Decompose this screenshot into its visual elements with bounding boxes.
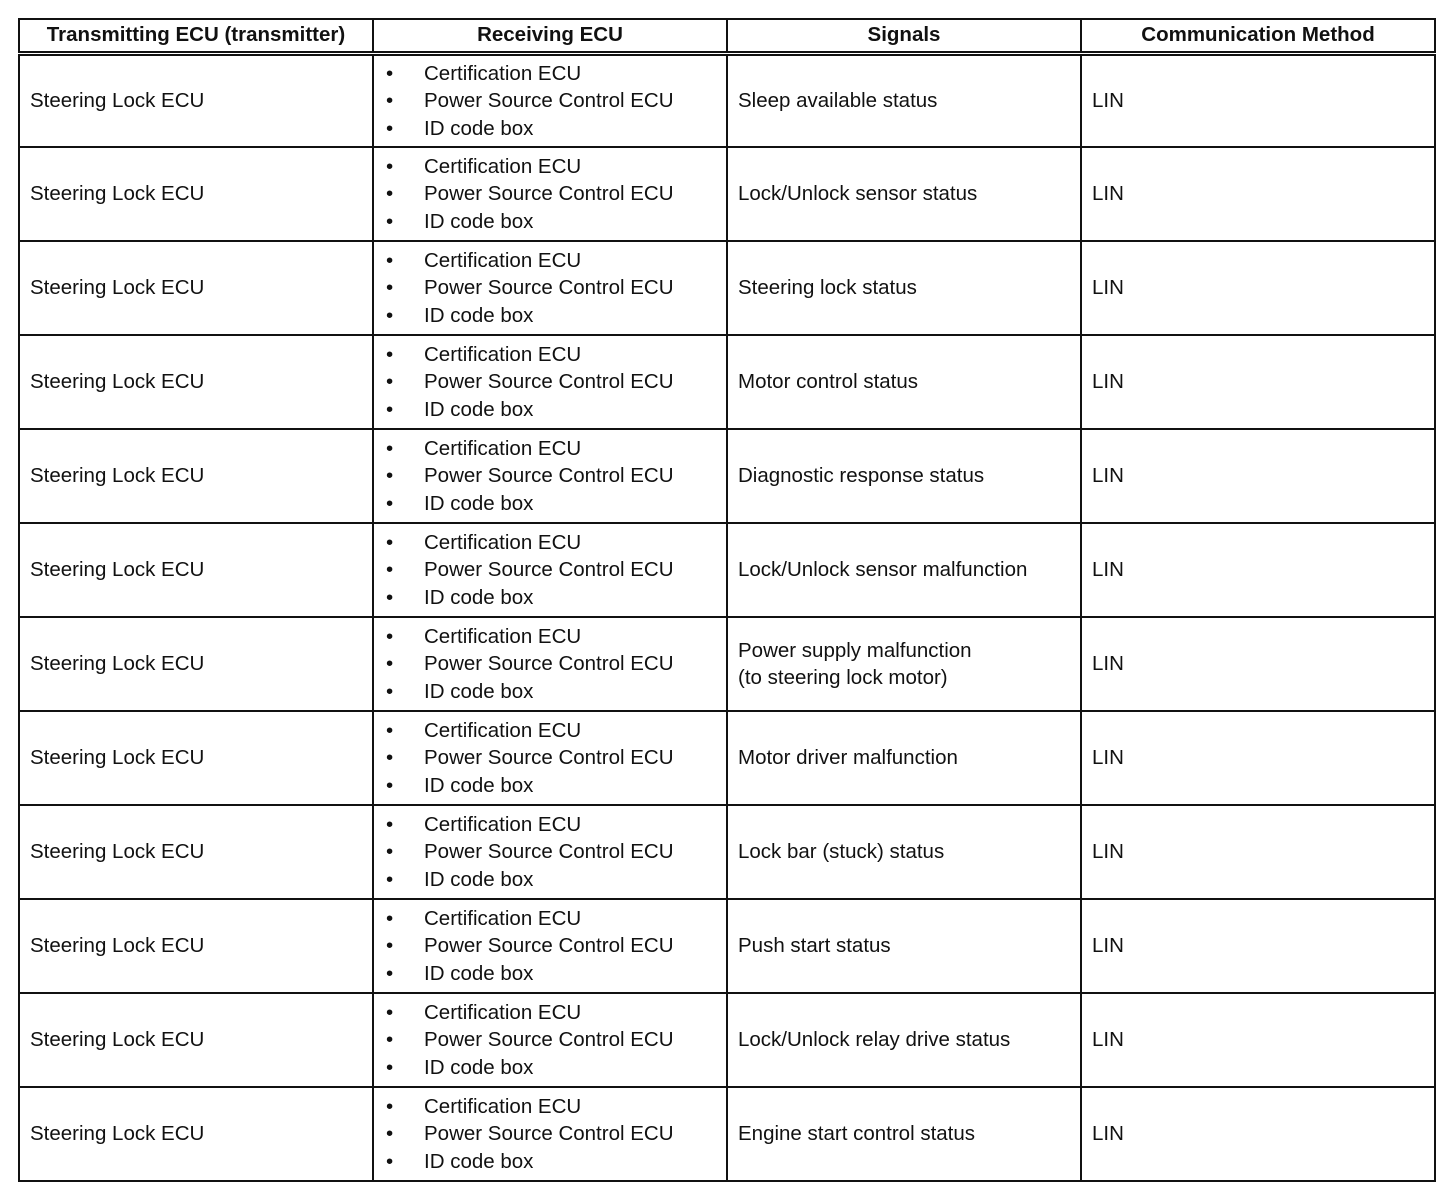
ecu-signal-table — [18, 18, 1436, 1182]
receivers-list — [386, 529, 726, 612]
transmitter-cell: Steering Lock ECU — [19, 711, 373, 805]
bullet-icon: • — [386, 718, 394, 742]
receiver-item — [386, 584, 726, 612]
bullet-icon: • — [386, 342, 394, 366]
signal-text: Steering lock status — [738, 276, 917, 300]
bullet-icon: • — [386, 652, 394, 676]
signal-text: Lock/Unlock sensor status — [738, 182, 978, 206]
signal-text: Engine start control status — [738, 1122, 976, 1146]
method-cell: LIN — [1081, 53, 1435, 147]
receivers-list — [386, 1093, 726, 1176]
method-cell: LIN — [1081, 805, 1435, 899]
method-cell: LIN — [1081, 241, 1435, 335]
receiver-label: Power Source Control ECU — [424, 840, 674, 864]
bullet-icon: • — [386, 840, 394, 864]
bullet-icon: • — [386, 116, 394, 140]
receiver-item — [386, 1054, 726, 1082]
receiver-label: Power Source Control ECU — [424, 182, 674, 206]
receivers-list — [386, 811, 726, 894]
receivers-cell — [373, 241, 727, 335]
signal-text: Diagnostic response status — [738, 464, 985, 488]
receivers-list — [386, 999, 726, 1082]
receiver-label: Certification ECU — [424, 1094, 582, 1118]
table-row — [19, 993, 1435, 1087]
receiver-label: Power Source Control ECU — [424, 1122, 674, 1146]
receivers-list — [386, 247, 726, 330]
receiver-label: Certification ECU — [424, 812, 582, 836]
bullet-icon: • — [386, 934, 394, 958]
receiver-item — [386, 1026, 726, 1054]
bullet-icon: • — [386, 61, 394, 85]
receiver-item — [386, 60, 726, 88]
signal-text: Motor driver malfunction — [738, 746, 958, 770]
receiver-item — [386, 905, 726, 933]
receiver-item — [386, 838, 726, 866]
method-cell: LIN — [1081, 617, 1435, 711]
table-header — [19, 19, 1435, 53]
signal-table-container — [18, 18, 1434, 1182]
signal-cell — [727, 429, 1081, 523]
bullet-icon: • — [386, 530, 394, 554]
method-cell: LIN — [1081, 899, 1435, 993]
receivers-list — [386, 623, 726, 706]
receiver-item — [386, 115, 726, 143]
receiver-label: ID code box — [424, 303, 534, 327]
receiver-item — [386, 744, 726, 772]
bullet-icon: • — [386, 303, 394, 327]
transmitter-cell: Steering Lock ECU — [19, 899, 373, 993]
receiver-label: Power Source Control ECU — [424, 746, 674, 770]
receiver-item — [386, 341, 726, 369]
table-row — [19, 241, 1435, 335]
bullet-icon: • — [386, 276, 394, 300]
table-body — [19, 53, 1435, 1181]
bullet-icon: • — [386, 182, 394, 206]
signal-cell — [727, 711, 1081, 805]
receivers-list — [386, 905, 726, 988]
bullet-icon: • — [386, 397, 394, 421]
receiver-item — [386, 180, 726, 208]
receivers-cell — [373, 147, 727, 241]
signal-cell — [727, 805, 1081, 899]
receiver-label: Power Source Control ECU — [424, 1028, 674, 1052]
receiver-label: Certification ECU — [424, 906, 582, 930]
receivers-cell — [373, 523, 727, 617]
receiver-label: ID code box — [424, 397, 534, 421]
receiver-label: ID code box — [424, 679, 534, 703]
receiver-label: Certification ECU — [424, 248, 582, 272]
table-row — [19, 805, 1435, 899]
receiver-item — [386, 772, 726, 800]
signal-text: (to steering lock motor) — [738, 666, 948, 689]
receivers-cell — [373, 711, 727, 805]
receiver-label: Power Source Control ECU — [424, 558, 674, 582]
transmitter-cell: Steering Lock ECU — [19, 805, 373, 899]
bullet-icon: • — [386, 1094, 394, 1118]
header-row — [19, 19, 1435, 53]
method-cell: LIN — [1081, 711, 1435, 805]
receiver-item — [386, 153, 726, 181]
receiver-label: ID code box — [424, 209, 534, 233]
signal-cell — [727, 241, 1081, 335]
bullet-icon: • — [386, 1055, 394, 1079]
receiver-label: Power Source Control ECU — [424, 89, 674, 112]
receiver-item — [386, 274, 726, 302]
signal-text: Sleep available status — [738, 89, 938, 112]
signal-text: Lock bar (stuck) status — [738, 840, 945, 864]
transmitter-cell: Steering Lock ECU — [19, 617, 373, 711]
transmitter-cell: Steering Lock ECU — [19, 429, 373, 523]
method-cell: LIN — [1081, 335, 1435, 429]
header-transmitter: Transmitting ECU (transmitter) — [19, 19, 373, 53]
table-row — [19, 1087, 1435, 1181]
receiver-item — [386, 87, 726, 115]
transmitter-cell: Steering Lock ECU — [19, 53, 373, 147]
receiver-label: Certification ECU — [424, 436, 582, 460]
receiver-item — [386, 678, 726, 706]
receiver-label: Power Source Control ECU — [424, 276, 674, 300]
table-row — [19, 617, 1435, 711]
signal-text: Power supply malfunction — [738, 638, 972, 662]
signal-cell — [727, 899, 1081, 993]
receiver-item — [386, 932, 726, 960]
bullet-icon: • — [386, 1149, 394, 1173]
transmitter-cell: Steering Lock ECU — [19, 147, 373, 241]
receiver-label: Certification ECU — [424, 61, 582, 85]
receivers-cell — [373, 53, 727, 147]
receiver-item — [386, 1093, 726, 1121]
table-row — [19, 711, 1435, 805]
receiver-item — [386, 490, 726, 518]
signal-cell — [727, 53, 1081, 147]
bullet-icon: • — [386, 558, 394, 582]
signal-cell — [727, 335, 1081, 429]
receiver-label: ID code box — [424, 773, 534, 797]
table-row — [19, 335, 1435, 429]
receivers-list — [386, 435, 726, 518]
bullet-icon: • — [386, 773, 394, 797]
bullet-icon: • — [386, 1028, 394, 1052]
receiver-item — [386, 556, 726, 584]
table-row — [19, 53, 1435, 147]
receivers-cell — [373, 899, 727, 993]
receiver-label: ID code box — [424, 961, 534, 985]
header-receiver: Receiving ECU — [373, 19, 727, 53]
signal-cell — [727, 617, 1081, 711]
receiver-item — [386, 368, 726, 396]
receiver-label: Certification ECU — [424, 342, 582, 366]
receivers-cell — [373, 1087, 727, 1181]
bullet-icon: • — [386, 585, 394, 609]
receiver-item — [386, 960, 726, 988]
header-signals: Signals — [727, 19, 1081, 53]
signal-cell — [727, 523, 1081, 617]
receivers-cell — [373, 429, 727, 523]
method-cell: LIN — [1081, 147, 1435, 241]
receiver-item — [386, 650, 726, 678]
transmitter-cell: Steering Lock ECU — [19, 993, 373, 1087]
method-cell: LIN — [1081, 523, 1435, 617]
receiver-label: ID code box — [424, 867, 534, 891]
receivers-cell — [373, 617, 727, 711]
bullet-icon: • — [386, 464, 394, 488]
receiver-label: ID code box — [424, 1055, 534, 1079]
bullet-icon: • — [386, 89, 394, 112]
method-cell: LIN — [1081, 1087, 1435, 1181]
receiver-item — [386, 462, 726, 490]
receiver-item — [386, 529, 726, 557]
receiver-item — [386, 396, 726, 424]
signal-cell — [727, 993, 1081, 1087]
receiver-item — [386, 1148, 726, 1176]
bullet-icon: • — [386, 867, 394, 891]
receiver-label: Power Source Control ECU — [424, 934, 674, 958]
receiver-label: Certification ECU — [424, 624, 582, 648]
signal-text: Motor control status — [738, 370, 919, 394]
receivers-cell — [373, 335, 727, 429]
table-row — [19, 429, 1435, 523]
transmitter-cell: Steering Lock ECU — [19, 1087, 373, 1181]
bullet-icon: • — [386, 370, 394, 394]
table-row — [19, 899, 1435, 993]
receivers-cell — [373, 805, 727, 899]
signal-text: Push start status — [738, 934, 891, 958]
receiver-item — [386, 435, 726, 463]
transmitter-cell: Steering Lock ECU — [19, 335, 373, 429]
bullet-icon: • — [386, 209, 394, 233]
signal-cell — [727, 147, 1081, 241]
table-row — [19, 147, 1435, 241]
receiver-label: Certification ECU — [424, 530, 582, 554]
signal-text: Lock/Unlock relay drive status — [738, 1028, 1011, 1052]
bullet-icon: • — [386, 491, 394, 515]
receiver-label: Certification ECU — [424, 718, 582, 742]
receiver-item — [386, 1120, 726, 1148]
method-cell: LIN — [1081, 993, 1435, 1087]
bullet-icon: • — [386, 1000, 394, 1024]
receiver-label: ID code box — [424, 491, 534, 515]
receiver-item — [386, 208, 726, 236]
receivers-cell — [373, 993, 727, 1087]
receiver-label: ID code box — [424, 585, 534, 609]
header-method: Communication Method — [1081, 19, 1435, 53]
signal-text: Lock/Unlock sensor malfunction — [738, 558, 1028, 582]
transmitter-cell: Steering Lock ECU — [19, 523, 373, 617]
bullet-icon: • — [386, 746, 394, 770]
receivers-list — [386, 717, 726, 800]
receiver-label: Certification ECU — [424, 1000, 582, 1024]
bullet-icon: • — [386, 624, 394, 648]
receiver-item — [386, 623, 726, 651]
bullet-icon: • — [386, 248, 394, 272]
receiver-item — [386, 999, 726, 1027]
transmitter-cell: Steering Lock ECU — [19, 241, 373, 335]
receivers-list — [386, 153, 726, 236]
bullet-icon: • — [386, 679, 394, 703]
table-row — [19, 523, 1435, 617]
receiver-label: Power Source Control ECU — [424, 370, 674, 394]
receiver-item — [386, 717, 726, 745]
receivers-list — [386, 60, 726, 143]
signal-cell — [727, 1087, 1081, 1181]
receiver-item — [386, 247, 726, 275]
bullet-icon: • — [386, 154, 394, 178]
receivers-list — [386, 341, 726, 424]
receiver-label: Certification ECU — [424, 154, 582, 178]
receiver-item — [386, 811, 726, 839]
bullet-icon: • — [386, 1122, 394, 1146]
receiver-label: ID code box — [424, 1149, 534, 1173]
receiver-label: Power Source Control ECU — [424, 652, 674, 676]
receiver-label: ID code box — [424, 116, 534, 140]
bullet-icon: • — [386, 436, 394, 460]
bullet-icon: • — [386, 812, 394, 836]
receiver-label: Power Source Control ECU — [424, 464, 674, 488]
bullet-icon: • — [386, 906, 394, 930]
receiver-item — [386, 302, 726, 330]
method-cell: LIN — [1081, 429, 1435, 523]
receiver-item — [386, 866, 726, 894]
bullet-icon: • — [386, 961, 394, 985]
